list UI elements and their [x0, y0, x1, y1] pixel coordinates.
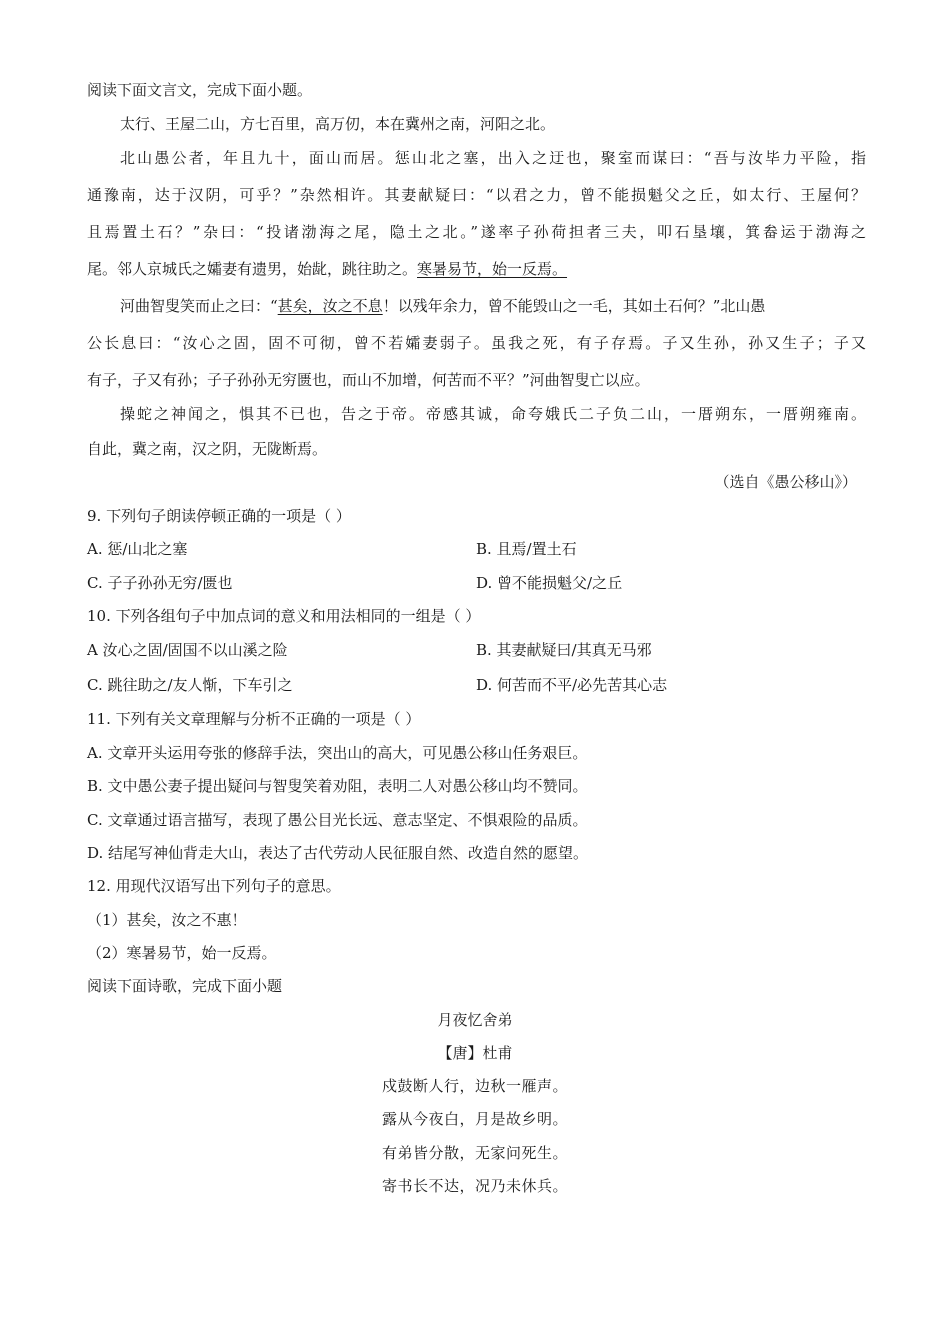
- question-11-option-b: B. 文中愚公妻子提出疑问与智叟笑着劝阻，表明二人对愚公移山均不赞同。: [87, 777, 588, 795]
- question-12-item-2: （2）寒暑易节，始一反焉。: [87, 944, 277, 962]
- poem-line-2: 露从今夜白，月是故乡明。: [381, 1110, 568, 1128]
- question-10-option-b: B. 其妻献疑曰/其真无马邪: [476, 641, 652, 659]
- passage-p2-line-2: 通豫南，达于汉阴，可乎？”杂然相许。其妻献疑曰：“以君之力，曾不能损魁父之丘，如太行、王屋何？: [87, 186, 866, 204]
- question-11-option-d: D. 结尾写神仙背走大山，表达了古代劳动人民征服自然、改造自然的愿望。: [87, 844, 589, 862]
- poem-line-3: 有弟皆分散，无家问死生。: [381, 1144, 568, 1162]
- question-10-option-c: C. 跳往助之/友人惭，下车引之: [87, 676, 293, 694]
- passage-p3-line-2: 公长息曰：“汝心之固，固不可彻，曾不若孀妻弱子。虽我之死，有子存焉。子又生孙，孙又生子；子又: [87, 334, 866, 352]
- question-9-stem: 9. 下列句子朗读停顿正确的一项是（ ）: [87, 507, 351, 525]
- poem-title: 月夜忆舍弟: [437, 1011, 513, 1029]
- poem-instruction: 阅读下面诗歌，完成下面小题: [87, 977, 283, 995]
- passage-paragraph-1: 太行、王屋二山，方七百里，高万仞，本在冀州之南，河阳之北。: [120, 115, 556, 133]
- intro-instruction: 阅读下面文言文，完成下面小题。: [87, 81, 313, 99]
- question-9-option-b: B. 且焉/置土石: [476, 540, 577, 558]
- question-11-stem: 11. 下列有关文章理解与分析不正确的一项是（ ）: [87, 710, 421, 728]
- passage-p2-line-3: 且焉置土石？”杂曰：“投诸渤海之尾，隐土之北。”遂率子孙荷担者三夫，叩石垦壤，箕畚运于渤海之: [87, 223, 866, 241]
- question-11-option-a: A. 文章开头运用夸张的修辞手法，突出山的高大，可见愚公移山任务艰巨。: [87, 744, 588, 762]
- passage-p3-text-b: ！以残年余力，曾不能毁山之一毛，其如土石何？”北山愚: [382, 297, 766, 315]
- passage-p4-line-1: 操蛇之神闻之，惧其不已也，告之于帝。帝感其诚，命夸娥氏二子负二山，一厝朔东，一厝朔雍南。: [120, 405, 866, 423]
- question-10-option-a: A 汝心之固/固国不以山溪之险: [87, 641, 288, 659]
- question-11-option-c: C. 文章通过语言描写，表现了愚公目光长远、意志坚定、不惧艰险的品质。: [87, 811, 588, 829]
- passage-p4-line-2: 自此，冀之南，汉之阴，无陇断焉。: [87, 440, 328, 458]
- passage-p3-text-a: 河曲智叟笑而止之曰：“: [120, 297, 278, 315]
- question-9-option-c: C. 子子孙孙无穷/匮也: [87, 574, 233, 592]
- passage-p2-line-4: [87, 259, 567, 279]
- question-9-option-d: D. 曾不能损魁父/之丘: [476, 574, 623, 592]
- passage-source: （选自《愚公移山》）: [714, 473, 857, 491]
- poem-line-4: 寄书长不达，况乃未休兵。: [381, 1177, 568, 1195]
- question-10-stem: 10. 下列各组句子中加点词的意义和用法相同的一组是（ ）: [87, 607, 481, 625]
- passage-p2-line-1: 北山愚公者，年且九十，面山而居。惩山北之塞，出入之迂也，聚室而谋曰：“吾与汝毕力平险，指: [120, 149, 866, 167]
- passage-p3-line-1: [120, 296, 765, 316]
- underlined-sentence-shenyi: 甚矣，汝之不息: [277, 297, 383, 315]
- passage-p3-line-3: 有子，子又有孙；子子孙孙无穷匮也，而山不加增，何苦而不平？”河曲智叟亡以应。: [87, 371, 650, 389]
- question-9-option-a: A. 惩/山北之塞: [87, 540, 188, 558]
- question-12-item-1: （1）甚矣，汝之不惠！: [87, 911, 247, 929]
- question-10-option-d: D. 何苦而不平/必先苦其心志: [476, 676, 668, 694]
- question-12-stem: 12. 用现代汉语写出下列句子的意思。: [87, 877, 341, 895]
- poem-author: 【唐】杜甫: [437, 1044, 513, 1062]
- underlined-sentence-hanshu: 寒暑易节，始一反焉。: [417, 260, 568, 278]
- passage-p2-text: 尾。邻人京城氏之孀妻有遗男，始龀，跳往助之。: [87, 260, 418, 278]
- poem-line-1: 戍鼓断人行，边秋一雁声。: [381, 1077, 568, 1095]
